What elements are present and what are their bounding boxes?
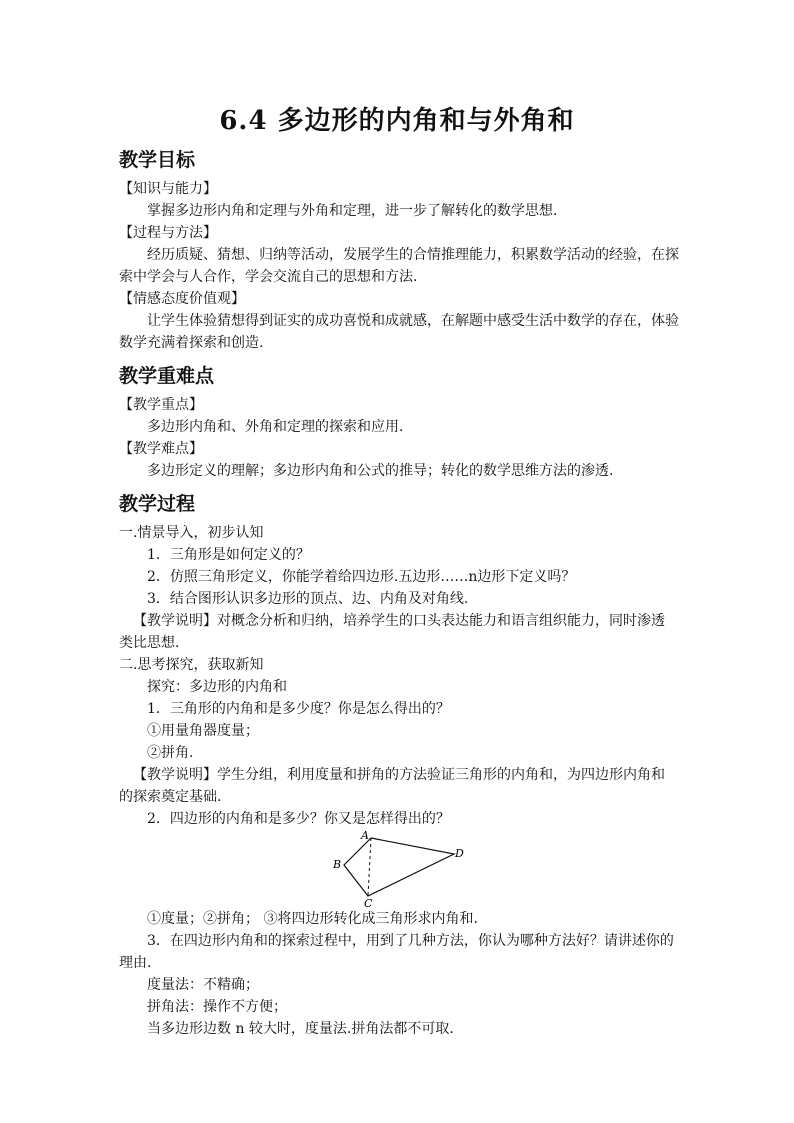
content-body [119, 146, 679, 1040]
assemble-text: 拼角法：操作不方便； [147, 999, 287, 1015]
part1-q1: 1．三角形是如何定义的？ [147, 547, 310, 563]
note2-1: 【教学说明】学生分组，利用度量和拼角的方法验证三角形的内角和，为四边形内角和 [133, 767, 665, 783]
diagonal-ac [368, 838, 371, 896]
explore-label: 探究：多边形的内角和 [147, 679, 287, 695]
page-title: 6.4 多边形的内角和与外角和 [219, 106, 575, 136]
label-emotion: 【情感态度价值观】 [119, 291, 245, 307]
vertex-label-c: C [364, 897, 373, 908]
part1-q3: 3．结合图形认识多边形的顶点、边、内角及对角线. [147, 591, 469, 607]
quadrilateral-shape [344, 838, 454, 896]
part1-note-1: 【教学说明】对概念分析和归纳，培养学生的口头表达能力和语言组织能力，同时渗透 [133, 613, 665, 629]
methods-text: ①度量；②拼角； ③将四边形转化成三角形求内角和. [147, 911, 478, 927]
measure-text: 度量法：不精确； [147, 977, 259, 993]
vertex-label-d: D [455, 847, 464, 860]
label-process: 【过程与方法】 [119, 225, 217, 241]
question-1: 1．三角形的内角和是多少度？你是怎么得出的？ [147, 701, 450, 717]
conclusion-text: 当多边形边数 n 较大时，度量法.拼角法都不可取. [147, 1021, 454, 1037]
note2-2: 的探索奠定基础. [119, 789, 222, 805]
part1-note-2: 类比思想. [119, 635, 180, 651]
label-knowledge: 【知识与能力】 [119, 181, 217, 197]
heading-key-points: 教学重难点 [119, 365, 215, 387]
text-knowledge: 掌握多边形内角和定理与外角和定理，进一步了解转化的数学思想. [147, 203, 558, 219]
label-focus: 【教学重点】 [119, 397, 203, 413]
text-emotion-1: 让学生体验猜想得到证实的成功喜悦和成就感，在解题中感受生活中数学的存在，体验 [147, 313, 679, 329]
text-difficulty: 多边形定义的理解；多边形内角和公式的推导；转化的数学思维方法的渗透. [147, 463, 614, 479]
question-2: 2．四边形的内角和是多少？你又是怎样得出的？ [147, 811, 450, 827]
heading-process: 教学过程 [119, 493, 196, 515]
answer-1b: ②拼角. [147, 745, 194, 761]
text-focus: 多边形内角和、外角和定理的探索和应用. [147, 419, 404, 435]
question-3-2: 理由. [119, 955, 152, 971]
text-process-1: 经历质疑、猜想、归纳等活动，发展学生的合情推理能力，积累数学活动的经验，在探 [147, 247, 679, 263]
vertex-label-a: A [361, 830, 369, 842]
question-3-1: 3．在四边形内角和的探索过程中，用到了几种方法，你认为哪种方法好？请讲述你的 [147, 933, 674, 949]
part1-title: 一.情景导入，初步认知 [119, 525, 264, 541]
label-difficulty: 【教学难点】 [119, 441, 203, 457]
quadrilateral-diagram [324, 830, 464, 908]
part1-q2: 2．仿照三角形定义，你能学着给四边形.五边形……n边形下定义吗？ [147, 569, 576, 585]
answer-1a: ①用量角器度量； [147, 723, 259, 739]
text-process-2: 索中学会与人合作，学会交流自己的思想和方法. [119, 269, 418, 285]
text-emotion-2: 数学充满着探索和创造. [119, 335, 264, 351]
heading-objectives: 教学目标 [119, 149, 196, 171]
part2-title: 二.思考探究，获取新知 [119, 657, 264, 673]
quadrilateral-figure [119, 830, 679, 908]
vertex-label-b: B [333, 858, 342, 871]
